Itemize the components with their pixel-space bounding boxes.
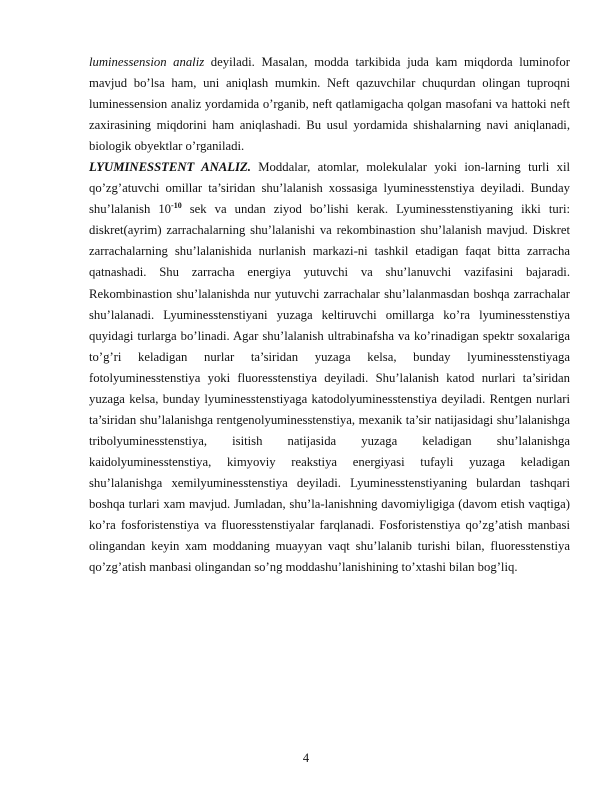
paragraph-text: deyiladi. Masalan, modda tarkibida juda kam miqdorda luminofor mavjud bo’lsa ham, uni aniqlash mumkin. Neft qazuvchilar chuqurdan olingan tuproqni luminessension analiz yordamida o’rganib, neft qatlamigacha qolgan masofani va hattoki neft zaxirasining miqdorini ham aniqlashadi. Bu usul yordamida shishalarning navi aniqlanadi, biologik obyektlar o’rganiladi. xyxy=(89,55,570,154)
paragraph-luminescence-analysis xyxy=(89,52,570,157)
document-page xyxy=(89,52,570,578)
paragraph-text-part2: sek va undan ziyod bo’lishi kerak. Lyuminesstenstiyaning ikki turi: diskret(ayrim) zarrachalarning shu’lalanishi va rekombinastion shu’lalanish mavjud. Diskret zarrachalarning shu’lalanishida nurlanish markazi-ni tashkil etadigan faqat bitta zarracha qatnashadi. Shu zarracha energiya yutuvchi va shu’lanuvchi vazifasini bajaradi. Rekombinastion shu’lalanishda nur yutuvchi zarrachalar shu’lalanmasdan boshqa zarrachalar shu’lalanadi. Lyuminesstenstiyani yuzaga keltiruvchi omillarga ko’ra lyuminesstenstiya quyidagi turlarga bo’linadi. Agar shu’lalanish ultrabinafsha va ko’rinadigan spektr soxalariga to’g’ri keladigan nurlar ta’siridan yuzaga kelsa, bunday lyuminesstenstiyaga fotolyuminesstenstiya yoki fluoresstenstiya deyiladi. Shu’lalanish katod nurlari ta’siridan yuzaga kelsa, bunday lyuminesstenstiyaga katodolyuminesstenstiya deyiladi. Rentgen nurlari ta’siridan shu’lalanishga rentgenolyuminesstenstiya, mexanik ta’sir natijasidagi shu’lalanishga tribolyuminesstenstiya, isitish natijasida yuzaga keladigan shu’lalanishga kaidolyuminesstenstiya, kimyoviy reakstiya energiyasi tufayli yuzaga keladigan shu’lalanishga xemilyuminesstenstiya deyiladi. Lyuminesstenstiyaning bulardan tashqari boshqa turlari xam mavjud. Jumladan, shu’la-lanishning davomiyligiga (davom etish vaqtiga) ko’ra fosforistenstiya va fluoresstenstiyalar farqlanadi. Fosforistenstiya qo’zg’atish manbasi olingandan keyin xam moddaning muayyan vaqt shu’lalanib turishi bilan, fluoresstenstiya qo’zg’atish manbasi olingandan so’ng moddashu’lanishining to’xtashi bilan bog’liq. xyxy=(89,202,570,575)
paragraph-text-part1: Moddalar, atomlar, molekulalar yoki ion-larning turli xil qo’zg’atuvchi omillar ta’siridan shu’lalanish xossasiga lyuminesstenstiya deyiladi. Bunday shu’lalanish 10 xyxy=(89,160,571,217)
section-heading: LYUMINESSTENT ANALIZ. xyxy=(89,160,251,175)
exponent: -10 xyxy=(171,201,182,211)
page-number: 4 xyxy=(302,751,310,765)
term-luminessension-analiz: luminessension analiz xyxy=(89,55,205,69)
paragraph-lyuminesstent-analiz xyxy=(89,157,570,578)
